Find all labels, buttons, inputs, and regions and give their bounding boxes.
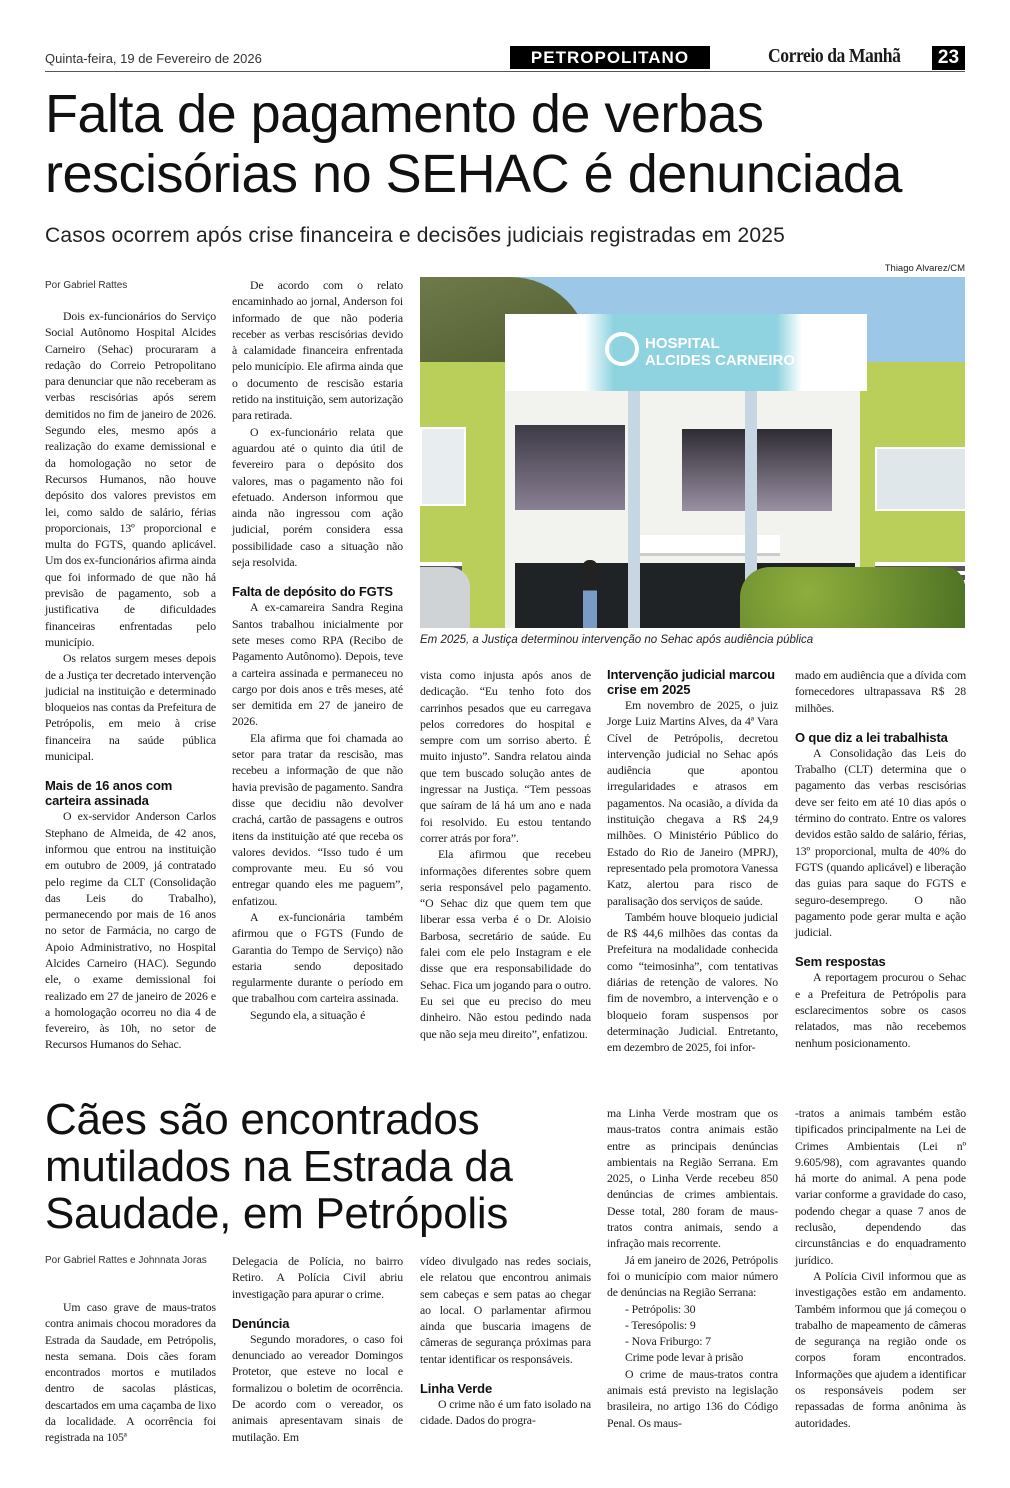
banner-text-1: HOSPITAL xyxy=(645,335,720,352)
hospital-photo xyxy=(420,277,965,628)
section-heading: Mais de 16 anos com carteira assinada xyxy=(45,778,173,809)
section-heading: Intervenção judicial marcou crise em 2025 xyxy=(607,667,775,697)
paragraph: Segundo moradores, o caso foi denunciado ao vereador Domingos Protetor, que esteve no local e formalizou o boletim de ocorrência. De acordo com o vereador, os animais apresentavam sinais de mutilação. Em xyxy=(232,1331,403,1444)
article2-column-2 xyxy=(232,1253,403,1445)
window xyxy=(420,427,466,506)
section-heading: Denúncia xyxy=(232,1315,290,1331)
photo-credit: Thiago Alvarez/CM xyxy=(884,263,965,274)
paragraph: De acordo com o relato encaminhado ao jornal, Anderson foi informado de que não poderia receber as verbas rescisórias devido à calamidade financeira enfrentada pelo município. Ele afirma ainda que o documento de rescisão estaria retido na instituição, sem autorização para retirada. xyxy=(232,278,403,423)
page-number: 23 xyxy=(932,46,965,70)
window xyxy=(682,429,832,511)
paragraph: O ex-funcionário relata que aguardou até o quinto dia útil de fevereiro para o depósito dos valores, mas o pagamento não foi efetuado. Anderson informou que ainda não ingressou com ação judicial, porém considera essa possibilidade caso a situação não seja resolvida. xyxy=(232,424,403,570)
section-heading: O que diz a lei trabalhista xyxy=(795,729,948,745)
hedge xyxy=(740,567,965,628)
paragraph: vídeo divulgado nas redes sociais, ele relatou que encontrou animais sem cabeças e sem patas ao chegar ao local. O parlamentar afirmou ainda que buscaria imagens de câmeras de segurança próximas para tentar identificar os responsáveis. xyxy=(420,1254,591,1366)
paragraph: A ex-camareira Sandra Regina Santos trabalhou inicialmente por sete meses como RPA (Recibo de Pagamento Autônomo). Depois, teve a carteira assinada e permaneceu no cargo por dois anos e três meses, até ser demitida em 27 de janeiro de 2026. xyxy=(232,600,403,729)
paragraph: Um caso grave de maus-tratos contra animais chocou moradores da Estrada da Saudade, em Petrópolis, nesta semana. Dois cães foram encontrados mortos e mutilados dentro de sacolas plásticas, descartados em uma caçamba de lixo da localidade. A ocorrência foi registrada na 105ª xyxy=(45,1300,216,1445)
article-byline-2: Por Gabriel Rattes e Johnnata Joras xyxy=(45,1255,207,1266)
article-headline: Falta de pagamento de verbas rescisórias no SEHAC é denunciada xyxy=(45,84,902,204)
window xyxy=(875,447,965,511)
paragraph: mado em audiência que a dívida com fornecedores ultrapassava R$ 28 milhões. xyxy=(795,668,966,715)
paragraph: Em novembro de 2025, o juiz Jorge Luiz Martins Alves, da 4ª Vara Cível de Petrópolis, decretou intervenção judicial no Sehac após audiência que apontou irregularidades e atrasos em pagamentos. Na ocasião, a dívida da instituição chegava a R$ 24,9 milhões. O Ministério Público do Estado do Rio de Janeiro (MPRJ), representado pela promotora Vanessa Katz, alertou para risco de paralisação dos serviços de saúde. xyxy=(607,698,778,908)
newspaper-logo: Correio da Manhã xyxy=(768,45,901,67)
article-column-3 xyxy=(420,667,591,1042)
paragraph: ma Linha Verde mostram que os maus-tratos contra animais estão entre as principais denúncias ambientais na Região Serrana. Em 2025, o Linha Verde recebeu 850 denúncias de crimes ambientais. Desse total, 280 foram de maus-tratos contra animais, sendo a infração mais recorrente. xyxy=(607,1106,778,1251)
paragraph: Os relatos surgem meses depois de a Justiça ter decretado intervenção judicial na instituição e determinado bloqueios nas contas da Prefeitura de Petrópolis, em meio à crise financeira na saúde pública municipal. xyxy=(45,651,216,764)
paragraph: Segundo ela, a situação é xyxy=(250,1007,366,1022)
paragraph: Delegacia de Polícia, no bairro Retiro. A Polícia Civil abriu investigação para apurar o crime. xyxy=(232,1254,403,1301)
paragraph: -tratos a animais também estão tipificados principalmente na Lei de Crimes Ambientais (Lei nº 9.605/98), com agravantes quando há morte do animal. A pena pode variar conforme a gravidade do caso, podendo chegar a quase 7 anos de reclusão, dependendo das circunstâncias e do enquadramento jurídico. xyxy=(795,1106,966,1267)
article-headline-2: Cães são encontrados mutilados na Estrada da Saudade, em Petrópolis xyxy=(45,1095,513,1238)
paragraph: Dois ex-funcionários do Serviço Social Autônomo Hospital Alcides Carneiro (Sehac) procuraram a redação do Correio Petropolitano para denunciar que não receberam as verbas rescisórias após serem demitidos no fim de janeiro de 2026. Segundo eles, mesmo após a realização do exame demissional e da homologação no setor de Recursos Humanos, não houve depósito dos valores previstos em lei, como saldo de salário, férias proporcionais, 13º proporcional e multa do FGTS, quando aplicável. Um dos ex-funcionários afirma ainda que foi informado de que não há previsão de pagamento, sob a justificativa de dificuldades financeiras enfrentadas pelo município. xyxy=(45,309,216,649)
paragraph: O ex-servidor Anderson Carlos Stephano de Almeida, de 42 anos, informou que entrou na instituição em outubro de 2009, já contratado pelo regime da CLT (Consolidação das Leis do Trabalho), permanecendo por mais de 16 anos no setor de Farmácia, no cargo de Apoio Administrativo, no Hospital Alcides Carneiro (HAC). Segundo ele, o exame demissional foi realizado em 27 de janeiro de 2026 e a homologação ocorreu no dia 4 de fevereiro, às 10h, no setor de Recursos Humanos do Sehac. xyxy=(45,809,216,1052)
paragraph: Também houve bloqueio judicial de R$ 44,6 milhões das contas da Prefeitura na modalidade conhecida como “teimosinha”, com tentativas diárias de retenção de valores. No fim de novembro, a intervenção e o bloqueio foram suspensos por determinação Judicial. Entretanto, em dezembro de 2025, foi infor- xyxy=(607,909,778,1055)
article-column-1 xyxy=(45,308,216,1053)
paragraph: O crime de maus-tratos contra animais está previsto na legislação brasileira, no artigo 136 do Código Penal. Os maus- xyxy=(607,1366,778,1430)
pedestrian xyxy=(583,560,597,628)
list-item: Crime pode levar à prisão xyxy=(625,1350,744,1365)
canopy xyxy=(640,535,780,556)
paragraph: vista como injusta após anos de dedicação. “Eu tenho foto dos carrinhos pesados que eu carregava pelos corredores do hospital e sempre com um sorriso aberto. É muito injusto”. Sandra relatou ainda que tem buscado solução antes de ingressar na Justiça. “Tem pessoas que saíram de lá há um ano e nada foi resolvido. Eu estou tentando correr atrás por fora”. xyxy=(420,668,591,845)
paragraph: A ex-funcionária também afirmou que o FGTS (Fundo de Garantia do Tempo de Serviço) não estaria sendo depositado regularmente durante o período em que trabalhou com carteira assinada. xyxy=(232,909,403,1006)
article-subheadline: Casos ocorrem após crise financeira e decisões judiciais registradas em 2025 xyxy=(45,224,786,247)
header-divider xyxy=(45,71,965,72)
article-column-4 xyxy=(607,667,778,1056)
section-heading: Falta de depósito do FGTS xyxy=(232,584,393,600)
article2-column-4 xyxy=(607,1105,778,1431)
list-item: - Nova Friburgo: 7 xyxy=(625,1334,711,1349)
hospital-banner xyxy=(505,314,867,391)
section-heading: Linha Verde xyxy=(420,1381,493,1397)
paragraph: O crime não é um fato isolado na cidade. Dados do progra- xyxy=(420,1397,591,1428)
edition-date: Quinta-feira, 19 de Fevereiro de 2026 xyxy=(45,51,262,66)
photo-caption: Em 2025, a Justiça determinou intervenção no Sehac após audiência pública xyxy=(420,634,814,646)
paragraph: Já em janeiro de 2026, Petrópolis foi o município com maior número de denúncias na Região Serrana: xyxy=(607,1252,778,1300)
article2-column-1 xyxy=(45,1299,216,1446)
window xyxy=(515,425,625,510)
paragraph: A Consolidação das Leis do Trabalho (CLT) determina que o pagamento das verbas rescisórias deve ser feito em até 10 dias após o término do contrato. Entre os valores devidos estão saldo de salário, férias, 13º proporcional, multa de 40% do FGTS (quando aplicável) e liberação das guias para saque do FGTS e seguro-desemprego. O não pagamento pode gerar multa e ação judicial. xyxy=(795,745,966,940)
paragraph: A Polícia Civil informou que as investigações estão em andamento. Também informou que já começou o trabalho de mapeamento de câmeras de segurança na região onde os corpos foram encontrados. Informações que ajudem a identificar os responsáveis podem ser repassadas de forma anônima às autoridades. xyxy=(795,1268,966,1430)
parked-car xyxy=(420,567,470,628)
article2-column-3 xyxy=(420,1253,591,1429)
paragraph: Ela afirmou que recebeu informações diferentes sobre quem seria responsável pelo pagamento. “O Sehac diz que quem tem que liberar essa verba é o Dr. Aloisio Barbosa, secretário de saúde. Eu falei com ele pelo Instagram e ele disse que era responsabilidade do Sehac. Fica um jogando para o outro. Eu sei que eu preciso do meu dinheiro. Não estou pedindo nada que não seja meu direito”, enfatizou. xyxy=(420,847,591,1041)
paragraph: A reportagem procurou o Sehac e a Prefeitura de Petrópolis para esclarecimentos sobre os casos relatados, mas não recebemos nenhum posicionamento. xyxy=(795,970,966,1050)
section-heading: Sem respostas xyxy=(795,954,886,970)
section-label: PETROPOLITANO xyxy=(510,46,710,69)
banner-text-2: ALCIDES CARNEIRO xyxy=(645,353,796,369)
cross-logo-icon xyxy=(605,332,639,366)
list-item: - Petrópolis: 30 xyxy=(625,1301,696,1316)
paragraph: Ela afirma que foi chamada ao setor para tratar da rescisão, mas recebeu a informação de que não havia previsão de pagamento. Sandra disse que decidiu não devolver crachá, cartão de passagens e outros itens da instituição até que receba os valores devidos. “Isso tudo é um comprovante meu. Eu só vou entregar quando eles me paguem”, enfatizou. xyxy=(232,730,403,908)
article-byline: Por Gabriel Rattes xyxy=(45,280,128,291)
article-column-5 xyxy=(795,667,966,1051)
pillar xyxy=(628,387,640,628)
list-item: - Teresópolis: 9 xyxy=(625,1317,696,1332)
article2-column-5 xyxy=(795,1105,966,1431)
article-column-2 xyxy=(232,277,403,1023)
